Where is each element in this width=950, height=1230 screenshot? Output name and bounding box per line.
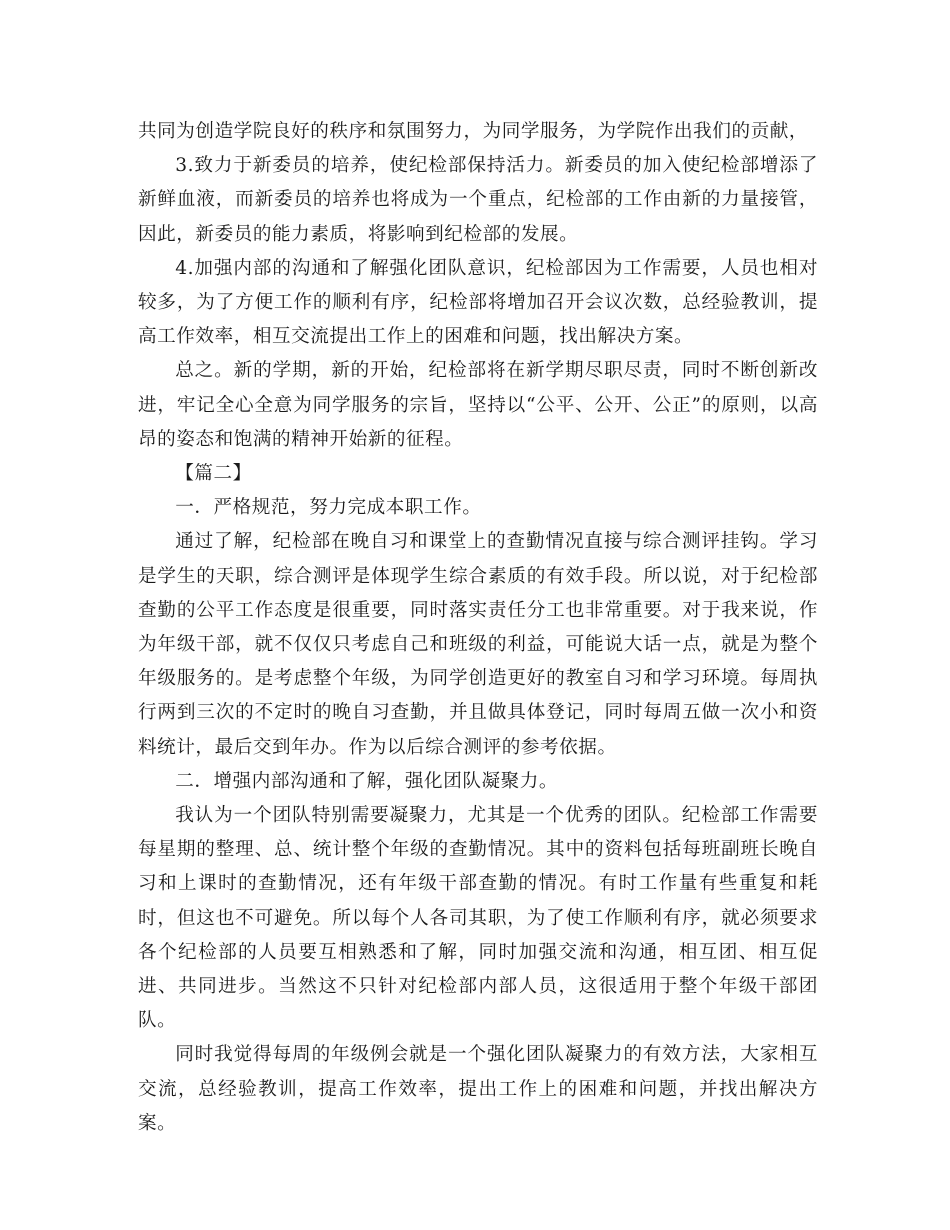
subheading-2: 二．增强内部沟通和了解，强化团队凝聚力。 xyxy=(175,770,559,792)
paragraph-5: 通过了解，纪检部在晚自习和课堂上的查勤情况直接与综合测评挂钩。学习是学生的天职，综合测评是体现学生综合素质的有效手段。所以说，对于纪检部查勤的公平工作态度是很重要，同时落实责任分工也非常重要。对于我来说，作为年级干部，就不仅仅只考虑自己和班级的利益，可能说大话一点，就是为整个年级服务的。是考虑整个年级，为同学创造更好的教室自习和学习环境。每周执行两到三次的不定时的晚自习查勤，并且做具体登记，同时每周五做一次小和资料统计，最后交到年办。作为以后综合测评的参考依据。 xyxy=(138,531,818,758)
paragraph-4: 总之。新的学期，新的开始，纪检部将在新学期尽职尽责，同时不断创新改进，牢记全心全意为同学服务的宗旨，坚持以“公平、公开、公正”的原则，以高昂的姿态和饱满的精神开始新的征程。 xyxy=(138,360,818,450)
paragraph-6: 我认为一个团队特别需要凝聚力，尤其是一个优秀的团队。纪检部工作需要每星期的整理、总、统计整个年级的查勤情况。其中的资料包括每班副班长晚自习和上课时的查勤情况，还有年级干部查勤的情况。有时工作量有些重复和耗时，但这也不可避免。所以每个人各司其职，为了使工作顺利有序，就必须要求各个纪检部的人员要互相熟悉和了解，同时加强交流和沟通，相互团、相互促进、共同进步。当然这不只针对纪检部内部人员，这很适用于整个年级干部团队。 xyxy=(138,805,818,1032)
paragraph-2: 3.致力于新委员的培养，使纪检部保持活力。新委员的加入使纪检部增添了新鲜血液，而新委员的培养也将成为一个重点，纪检部的工作由新的力量接管，因此，新委员的能力素质，将影响到纪检部的发展。 xyxy=(138,155,818,245)
subheading-1: 一．严格规范，努力完成本职工作。 xyxy=(175,497,482,519)
section-heading-part-two: 【篇二】 xyxy=(175,463,252,485)
paragraph-3: 4.加强内部的沟通和了解强化团队意识，纪检部因为工作需要，人员也相对较多，为了方便工作的顺利有序，纪检部将增加召开会议次数，总经验教训，提高工作效率，相互交流提出工作上的困难和问题，找出解决方案。 xyxy=(138,257,818,348)
paragraph-7: 同时我觉得每周的年级例会就是一个强化团队凝聚力的有效方法，大家相互交流，总经验教训，提高工作效率，提出工作上的困难和问题，并找出解决方案。 xyxy=(138,1044,818,1134)
document-page xyxy=(138,115,818,1141)
paragraph-1: 共同为创造学院良好的秩序和氛围努力，为同学服务，为学院作出我们的贡献， xyxy=(138,121,809,142)
